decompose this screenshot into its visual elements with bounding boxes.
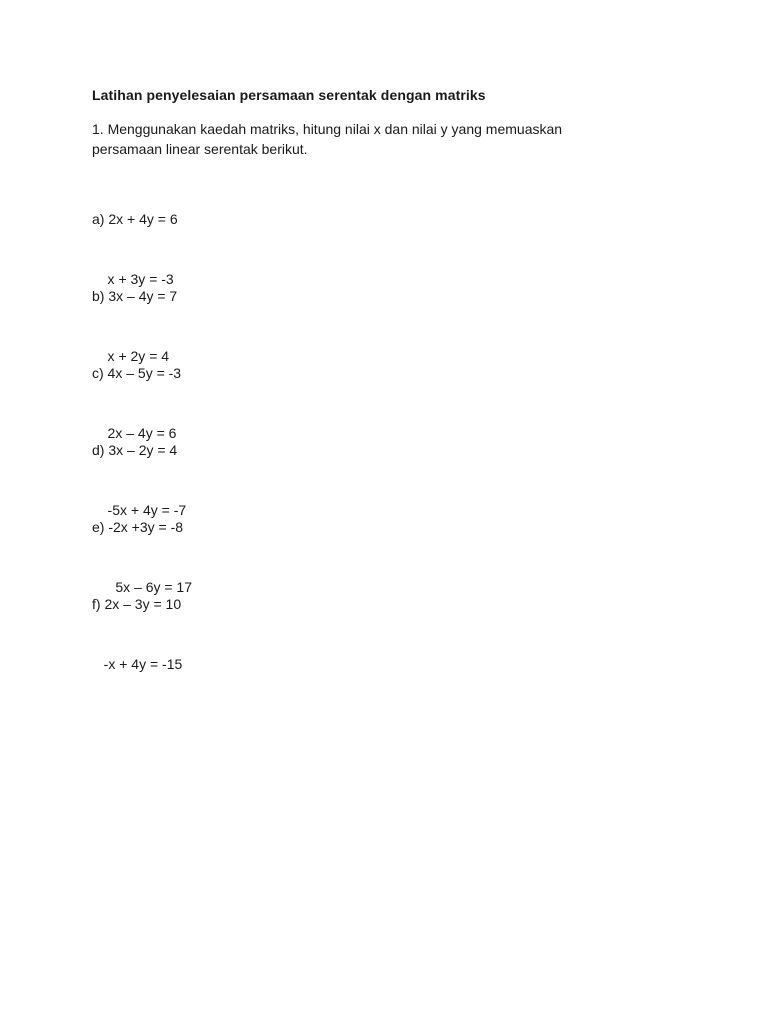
equation-2: x + 3y = -3: [92, 271, 174, 287]
equation-1: c) 4x – 5y = -3: [92, 365, 182, 381]
instruction-line: persamaan linear serentak berikut.: [92, 141, 308, 157]
equation-1: e) -2x +3y = -8: [92, 519, 184, 535]
instruction-paragraph: [92, 119, 652, 159]
equation-2: 2x – 4y = 6: [92, 425, 177, 441]
equation-1: d) 3x – 2y = 4: [92, 442, 178, 458]
equation-2: x + 2y = 4: [92, 348, 170, 364]
equation-1: b) 3x – 4y = 7: [92, 288, 178, 304]
equation-2: -5x + 4y = -7: [92, 502, 187, 518]
equation-1: f) 2x – 3y = 10: [92, 596, 182, 612]
instruction-line: 1. Menggunakan kaedah matriks, hitung nilai x dan nilai y yang memuaskan: [92, 121, 563, 137]
problem-f: [92, 554, 182, 714]
equation-2: 5x – 6y = 17: [92, 579, 193, 595]
equation-1: a) 2x + 4y = 6: [92, 211, 178, 227]
document-title: Latihan penyelesaian persamaan serentak dengan matriks: [92, 87, 486, 103]
equation-2: -x + 4y = -15: [92, 656, 183, 672]
